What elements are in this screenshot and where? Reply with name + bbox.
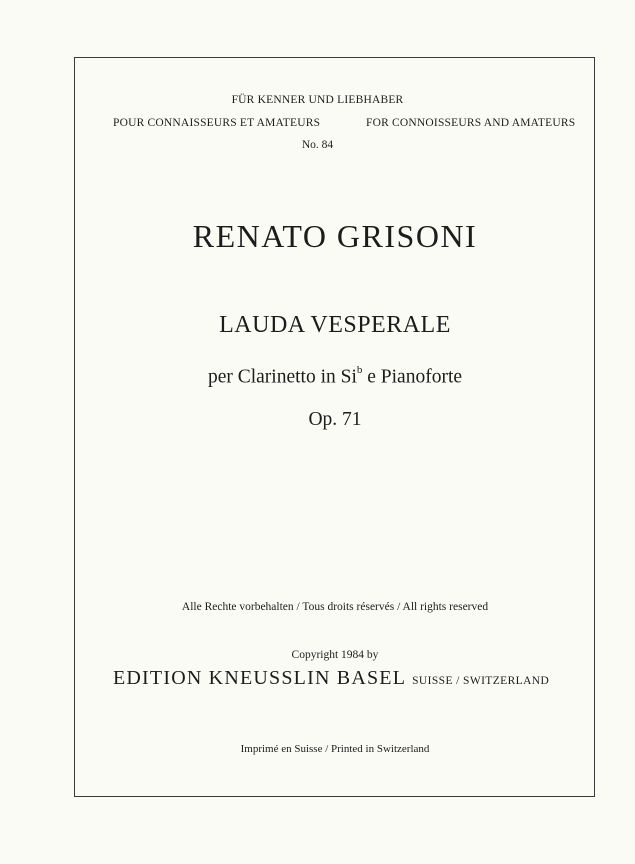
composer-name: RENATO GRISONI bbox=[192, 218, 478, 254]
instrumentation-text-2: e Pianoforte bbox=[362, 366, 463, 388]
instrumentation bbox=[0, 366, 635, 389]
publisher bbox=[113, 667, 549, 690]
instrumentation-text: per Clarinetto in Si bbox=[207, 366, 357, 388]
rights-notice: Alle Rechte vorbehalten / Tous droits réservés / All rights reserved bbox=[181, 601, 489, 613]
publisher-location: SUISSE / SWITZERLAND bbox=[412, 675, 550, 687]
work-title: LAUDA VESPERALE bbox=[219, 312, 451, 338]
printed-in-notice: Imprimé en Suisse / Printed in Switzerland bbox=[240, 743, 430, 755]
series-title-french: POUR CONNAISSEURS ET AMATEURS bbox=[113, 117, 321, 129]
series-number: No. 84 bbox=[301, 139, 334, 151]
copyright-line: Copyright 1984 by bbox=[291, 649, 379, 661]
flat-sign: b bbox=[356, 364, 363, 376]
series-title-german: FÜR KENNER UND LIEBHABER bbox=[231, 94, 404, 106]
publisher-name: EDITION KNEUSSLIN BASEL bbox=[113, 667, 407, 689]
opus-number: Op. 71 bbox=[308, 409, 362, 430]
series-title-english: FOR CONNOISSEURS AND AMATEURS bbox=[366, 117, 576, 129]
